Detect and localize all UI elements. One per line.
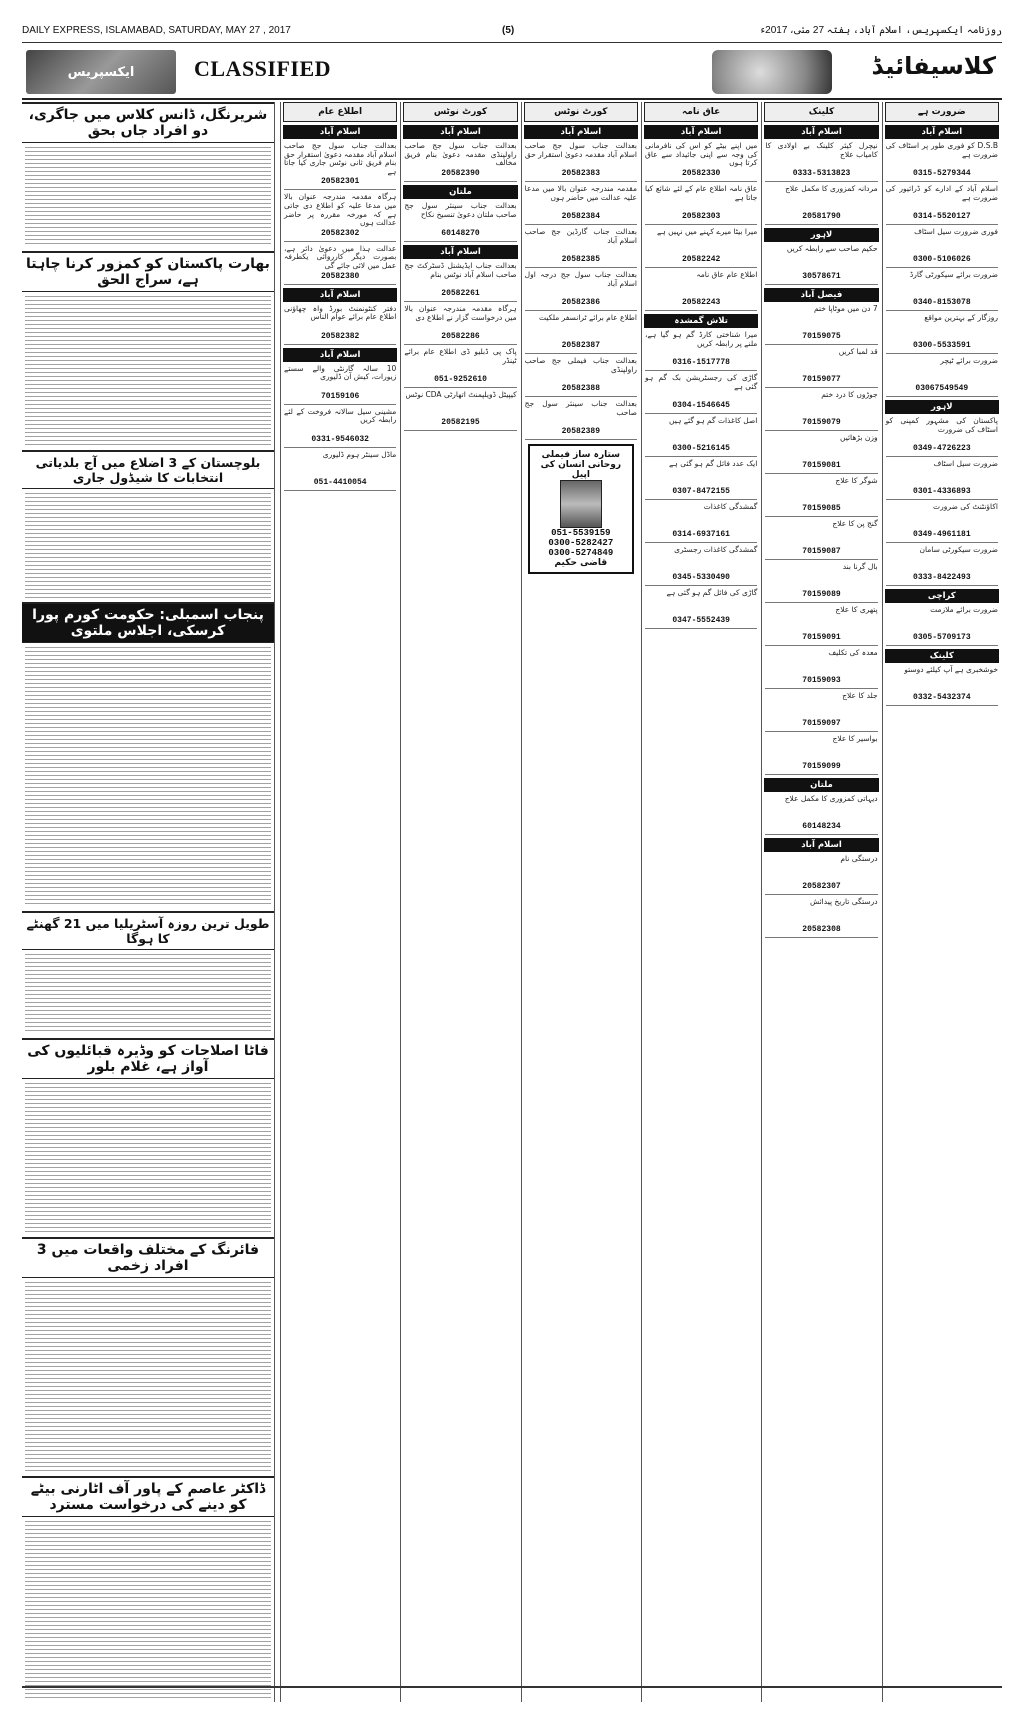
ad-phone: 70159087 (802, 547, 841, 556)
ad-text: پاک پی ڈبلیو ڈی اطلاع عام برائے ٹینڈر (404, 347, 517, 365)
ad-phone: 0314-5520127 (913, 212, 971, 221)
ad-phone: 20582303 (681, 212, 721, 221)
classified-ad (284, 451, 396, 491)
page-number: (5) (502, 25, 515, 36)
classified-ad (886, 314, 998, 354)
ad-phone: 0304-1546645 (672, 401, 730, 410)
classified-ad (765, 305, 877, 345)
classified-ad (525, 142, 637, 182)
city-label: اسلام آباد (403, 125, 517, 139)
newspaper-page (22, 22, 1002, 1702)
ad-phone: 0300-5533591 (913, 341, 971, 350)
classified-ad (284, 365, 396, 405)
ad-phone: 0345-5330490 (672, 573, 730, 582)
city-label: اسلام آباد (283, 125, 397, 139)
ad-text: وزن بڑھائیں (839, 433, 878, 442)
ad-text: گمشدگی کاغذات (703, 502, 758, 511)
classified-title: CLASSIFIED (194, 56, 332, 81)
ad-phone: 20582384 (561, 212, 601, 221)
city-label: اسلام آباد (885, 125, 999, 139)
ad-text: بعدالت جناب فیملی جج صاحب راولپنڈی (524, 356, 637, 374)
classified-ad (645, 331, 757, 371)
ad-phone: 70159091 (802, 633, 841, 642)
ad-phone: 20582261 (441, 289, 480, 298)
ad-phone: 20582301 (320, 177, 360, 187)
classified-ad (765, 391, 877, 431)
ad-phone: 0340-8153078 (913, 298, 971, 307)
city-label: اسلام آباد (283, 348, 397, 362)
ad-text: بواسیر کا علاج (832, 734, 878, 743)
ad-text: درستگی نام (840, 854, 878, 863)
news-headline: فائرنگ کے مختلف واقعات میں 3 افراد زخمی (22, 1237, 274, 1278)
ad-text: اطلاع عام برائے ٹرانسفر ملکیت (538, 313, 637, 322)
ad-phone: 70159075 (802, 332, 841, 341)
classified-ad (886, 417, 998, 457)
center-advert-phone: 0300-5274849 (548, 548, 614, 558)
classified-ad (284, 245, 396, 285)
ad-phone: 20582382 (320, 331, 360, 341)
classified-ad (284, 408, 396, 448)
classified-ad (886, 666, 998, 706)
classified-column (641, 102, 760, 1702)
ad-phone: 30578671 (802, 272, 841, 281)
classified-ad (404, 262, 516, 302)
news-body (22, 296, 274, 450)
ad-phone: 0315-5279344 (913, 169, 971, 178)
news-body (22, 954, 274, 1038)
ad-text: بعدالت جناب گارڈین جج صاحب اسلام آباد (524, 227, 637, 245)
ad-phone: 20582380 (320, 271, 360, 281)
ad-text: میں اپنے بیٹے کو اس کی نافرمانی کی وجہ سے اپنی جائیداد سے عاق کرتا ہوں (645, 141, 758, 168)
ad-phone: 20582302 (320, 228, 360, 238)
classified-ad (645, 142, 757, 182)
ad-text: کیپیٹل ڈویلپمنٹ اتھارٹی CDA نوٹس (405, 390, 517, 399)
city-label: اسلام آباد (524, 125, 638, 139)
ad-phone: 60148234 (802, 822, 841, 831)
ad-phone: 70159077 (802, 375, 841, 384)
ad-text: ضرورت برائے سیکورٹی گارڈ (909, 270, 998, 279)
city-label: اسلام آباد (764, 838, 878, 852)
ad-text: ماڈل سینٹر ہوم ڈلیوری (322, 449, 397, 459)
running-header (22, 22, 1002, 43)
classified-ad (765, 606, 877, 646)
classified-column (400, 102, 519, 1702)
ad-phone: 70159081 (802, 461, 841, 470)
city-label: لاہور (885, 400, 999, 414)
ad-text: 7 دن میں موٹاپا ختم (813, 304, 878, 313)
classified-ad (886, 185, 998, 225)
classified-ad (765, 735, 877, 775)
classified-ad (765, 185, 877, 225)
classified-banner (22, 46, 1002, 100)
ad-phone: 70159089 (802, 590, 841, 599)
city-label: کراچی (885, 589, 999, 603)
ad-phone: 0333-5313823 (792, 169, 851, 178)
column-header: ضرورت ہے (885, 102, 999, 122)
ad-phone: 70159099 (802, 762, 841, 771)
classified-ad (645, 374, 757, 414)
classified-ad (886, 546, 998, 586)
ad-phone: 0332-5432374 (913, 693, 971, 702)
ad-phone: 03067549549 (915, 384, 969, 393)
ad-phone: 20582330 (681, 169, 721, 178)
ad-text: گنج پن کا علاج (832, 519, 878, 528)
classified-ad (765, 649, 877, 689)
ad-text: 10 سالہ گارنٹی والے سستے زیورات، کیش آن ڈلیوری (284, 363, 397, 382)
ad-text: شوگر کا علاج (835, 476, 878, 485)
city-label: تلاش گمشدہ (644, 314, 758, 328)
news-body (22, 1521, 274, 1705)
classified-ad (645, 271, 757, 311)
ad-text: قد لمبا کریں (838, 347, 878, 356)
column-header: اطلاع عام (283, 102, 397, 122)
news-body (22, 493, 274, 602)
classified-ad (765, 434, 877, 474)
classified-ad (525, 271, 637, 311)
ad-text: ضرورت سیکورٹی سامان (919, 545, 998, 554)
news-headline: پنجاب اسمبلی: حکومت کورم پورا کرسکی، اجلاس ملتوی (22, 602, 274, 643)
ad-text: گاڑی کی فائل گم ہو گئی ہے (666, 588, 758, 597)
ad-phone: 70159093 (802, 676, 841, 685)
ad-text: دیہاتی کمزوری کا مکمل علاج (784, 794, 878, 803)
ad-phone: 20582383 (561, 169, 601, 178)
news-headline: طویل ترین روزہ آسٹریلیا میں 21 گھنٹے کا ہوگا (22, 911, 274, 950)
ad-text: گمشدگی کاغذات رجسٹری (674, 545, 758, 554)
news-body (22, 147, 274, 251)
classified-ad (765, 795, 877, 835)
express-logo: ایکسپریس (26, 50, 176, 94)
center-advert-name: قاضی حکیم (554, 558, 608, 568)
ad-phone: 20582195 (441, 418, 480, 427)
news-headline: شریرنگل، ڈانس کلاس میں جاگری، دو افراد جاں بحق (22, 102, 274, 143)
banner-magnifier-image (712, 50, 832, 94)
classified-column (280, 102, 399, 1702)
ad-phone: 70159097 (802, 719, 841, 728)
ad-text: پاکستان کی مشہور کمپنی کو اسٹاف کی ضرورت (885, 416, 998, 434)
ad-phone: 70159085 (802, 504, 841, 513)
ad-text: پتھری کا علاج (835, 605, 878, 614)
classified-ad (886, 357, 998, 397)
classified-ad (765, 245, 877, 285)
ad-phone: 60148270 (441, 229, 480, 238)
ad-text: D.S.B کو فوری طور پر اسٹاف کی ضرورت ہے (885, 141, 998, 159)
column-header: کورٹ نوٹس (403, 102, 517, 122)
classified-columns (280, 102, 1002, 1702)
ad-text: ضرورت برائے ٹیچر (940, 356, 998, 365)
classified-column (882, 102, 1001, 1702)
classified-ad (404, 391, 516, 431)
center-advert-box (528, 444, 634, 574)
ad-text: گاڑی کی رجسٹریشن بک گم ہو گئی ہے (645, 373, 758, 391)
classified-ad (765, 692, 877, 732)
ad-text: جوڑوں کا درد ختم (821, 390, 878, 399)
ad-text: درستگی تاریخ پیدائش (810, 897, 878, 906)
classified-ad (886, 228, 998, 268)
classified-ad (284, 193, 396, 241)
ad-phone: 0314-6937161 (672, 530, 730, 539)
ad-text: بعدالت جناب سول جج صاحب راولپنڈی مقدمہ دعویٰ بنام فریق مخالف (404, 141, 517, 168)
classified-ad (404, 202, 516, 242)
ad-text: بعدالت جناب سول جج صاحب اسلام آباد مقدمہ دعویٰ استقرار حق بنام فریق ثانی نوٹس جاری کیا جاتا ہے (284, 141, 397, 176)
column-header: کلینک (764, 102, 878, 122)
classified-ad (645, 589, 757, 629)
classified-ad (645, 546, 757, 586)
classified-ad (525, 357, 637, 397)
city-label: اسلام آباد (403, 245, 517, 259)
ad-text: ضرورت برائے ملازمت (930, 605, 998, 614)
ad-text: فوری ضرورت سیل اسٹاف (914, 227, 998, 236)
classified-ad (886, 142, 998, 182)
center-advert-title: ستارہ ساز فیملی روحانی انسان کی اپیل (540, 450, 622, 480)
classified-ad (645, 228, 757, 268)
column-header: کورٹ نوٹس (524, 102, 638, 122)
ad-phone: 0331-9546032 (311, 434, 369, 444)
classified-column (761, 102, 880, 1702)
ad-phone: 0347-5552439 (672, 616, 730, 625)
ad-phone: 20582242 (681, 255, 721, 264)
news-body (22, 647, 274, 911)
classified-ad (765, 348, 877, 388)
ad-phone: 051-9252610 (434, 375, 487, 384)
ad-phone: 20582286 (441, 332, 480, 341)
city-label: ملتان (403, 185, 517, 199)
ad-text: ضرورت سیل اسٹاف (933, 459, 998, 468)
ad-text: مشینی سیل سالانہ فروخت کے لئے رابطہ کریں (284, 406, 397, 425)
classified-ad (525, 228, 637, 268)
ad-text: بعدالت جناب ایڈیشنل ڈسٹرکٹ جج صاحب اسلام آباد نوٹس بنام (404, 261, 517, 279)
ad-text: بعدالت جناب سینئر سول جج صاحب ملتان دعویٰ تنسیخ نکاح (404, 201, 517, 219)
news-body (22, 1083, 274, 1237)
ad-text: دفتر کنٹونمنٹ بورڈ واہ چھاؤنی اطلاع عام برائے عوام الناس (284, 303, 397, 322)
classified-ad (404, 348, 516, 388)
ad-text: اسلام آباد کے ادارے کو ڈرائیور کی ضرورت ہے (885, 184, 998, 202)
ad-phone: 051-4410054 (313, 477, 367, 487)
classified-column (521, 102, 640, 1702)
portrait-photo (560, 480, 602, 528)
ad-text: بال گرنا بند (842, 562, 878, 571)
ad-phone: 20582385 (561, 255, 601, 264)
classified-ad (765, 477, 877, 517)
classified-ad (886, 503, 998, 543)
ad-phone: 20582388 (561, 384, 601, 393)
ad-text: روزگار کے بہترین مواقع (924, 313, 998, 322)
classified-ad (886, 606, 998, 646)
news-headline: بلوچستان کے 3 اضلاع میں آج بلدیاتی انتخابات کا شیڈول جاری (22, 450, 274, 489)
ad-text: اطلاع عام عاق نامہ (696, 270, 758, 279)
ad-text: نیچرل کیئر کلینک بے اولادی کا کامیاب علاج (765, 141, 878, 159)
news-headline: ڈاکٹر عاصم کے پاور آف اٹارنی بیٹے کو دینے کی درخواست مسترد (22, 1476, 274, 1517)
ad-phone: 0316-1517778 (672, 358, 730, 367)
footer-rule (22, 1686, 1002, 1688)
classified-ad (765, 898, 877, 938)
ad-phone: 20582243 (681, 298, 721, 307)
classified-ad (284, 142, 396, 190)
center-advert-phone: 051-5539159 (551, 528, 611, 538)
city-label: لاہور (764, 228, 878, 242)
ad-phone: 70159079 (802, 418, 841, 427)
ad-phone: 0307-8472155 (672, 487, 730, 496)
ad-text: بعدالت جناب سینئر سول جج صاحب (524, 399, 637, 417)
city-label: اسلام آباد (644, 125, 758, 139)
ad-phone: 20582308 (802, 925, 841, 934)
classified-ad (765, 520, 877, 560)
ad-phone: 70159106 (320, 391, 360, 401)
running-header-left: DAILY EXPRESS, ISLAMABAD, SATURDAY, MAY 27 , 2017 (22, 25, 291, 36)
city-label: فیصل آباد (764, 288, 878, 302)
ad-phone: 0333-8422493 (913, 573, 971, 582)
classified-ad (645, 460, 757, 500)
ad-phone: 0300-5216145 (672, 444, 730, 453)
ad-text: بعدالت جناب سول جج صاحب اسلام آباد مقدمہ دعویٰ استقرار حق (524, 141, 637, 159)
ad-text: اکاؤنٹنٹ کی ضرورت (933, 502, 998, 511)
running-header-right: روزنامہ ایکسپریس، اسلام آباد، ہفتہ 27 مئی، 2017ء (760, 25, 1002, 36)
city-label: اسلام آباد (283, 288, 397, 302)
classified-urdu-title: کلاسیفائیڈ (871, 52, 996, 80)
city-label: کلینک (885, 649, 999, 663)
ad-text: ہرگاہ مقدمہ مندرجہ عنوان بالا میں مدعا علیہ کو اطلاع دی جاتی ہے کہ مورخہ مقررہ پر حاضر عدالت ہوں (284, 192, 397, 228)
ad-phone: 20582389 (561, 427, 601, 436)
classified-ad (645, 417, 757, 457)
ad-text: بعدالت جناب سول جج درجہ اول اسلام آباد (524, 270, 637, 288)
ad-text: معدہ کی تکلیف (828, 648, 878, 657)
ad-phone: 0349-4961181 (913, 530, 971, 539)
ad-text: عاق نامہ اطلاع عام کے لئے شائع کیا جاتا ہے (645, 184, 758, 202)
classified-ad (525, 400, 637, 440)
ad-text: عدالت ہذا میں دعویٰ دائر ہے، بصورت دیگر کارروائی یکطرفہ عمل میں لائی جائے گی (284, 243, 397, 270)
classified-ad (284, 305, 396, 345)
city-label: اسلام آباد (764, 125, 878, 139)
ad-phone: 20582307 (802, 882, 841, 891)
ad-text: میرا بیٹا میرے کہنے میں نہیں ہے (656, 227, 758, 236)
ad-text: ہرگاہ مقدمہ مندرجہ عنوان بالا میں درخواست گزار نے اطلاع دی (404, 304, 517, 322)
ad-phone: 20581790 (802, 212, 841, 221)
classified-ad (765, 855, 877, 895)
classified-ad (886, 460, 998, 500)
center-advert-phone: 0300-5282427 (548, 538, 614, 548)
ad-text: خوشخبری ہے آپ کیلئے دوستو (904, 665, 998, 674)
news-column (22, 102, 275, 1702)
classified-ad (765, 563, 877, 603)
classified-ad (645, 503, 757, 543)
ad-text: میرا شناختی کارڈ گم ہو گیا ہے، ملنے پر رابطہ کریں (645, 330, 758, 348)
ad-phone: 0301-4336893 (913, 487, 971, 496)
ad-text: مردانہ کمزوری کا مکمل علاج (785, 184, 878, 193)
city-label: ملتان (764, 778, 878, 792)
ad-text: مقدمہ مندرجہ عنوان بالا میں مدعا علیہ عدالت میں حاضر ہوں (524, 184, 637, 202)
column-header: عاق نامہ (644, 102, 758, 122)
ad-phone: 20582387 (561, 341, 601, 350)
classified-ad (765, 142, 877, 182)
news-body (22, 1282, 274, 1476)
classified-ad (404, 305, 516, 345)
ad-phone: 20582386 (561, 298, 601, 307)
ad-text: جلد کا علاج (842, 691, 878, 700)
ad-phone: 0300-5106026 (913, 255, 971, 264)
classified-ad (525, 314, 637, 354)
classified-ad (645, 185, 757, 225)
news-headline: فاٹا اصلاحات کو وڈیرہ قبائلیوں کی آواز ہے، غلام بلور (22, 1038, 274, 1079)
news-headline: بھارت پاکستان کو کمزور کرنا چاہتا ہے، سراج الحق (22, 251, 274, 292)
ad-text: ایک عدد فائل گم ہو گئی ہے (669, 459, 758, 468)
ad-text: حکیم صاحب سے رابطہ کریں (786, 244, 878, 253)
ad-phone: 20582390 (441, 169, 480, 178)
classified-ad (886, 271, 998, 311)
classified-ad (525, 185, 637, 225)
ad-text: اصل کاغذات گم ہو گئے ہیں (668, 416, 758, 425)
ad-phone: 0305-5709173 (913, 633, 971, 642)
ad-phone: 0349-4726223 (913, 444, 971, 453)
classified-ad (404, 142, 516, 182)
